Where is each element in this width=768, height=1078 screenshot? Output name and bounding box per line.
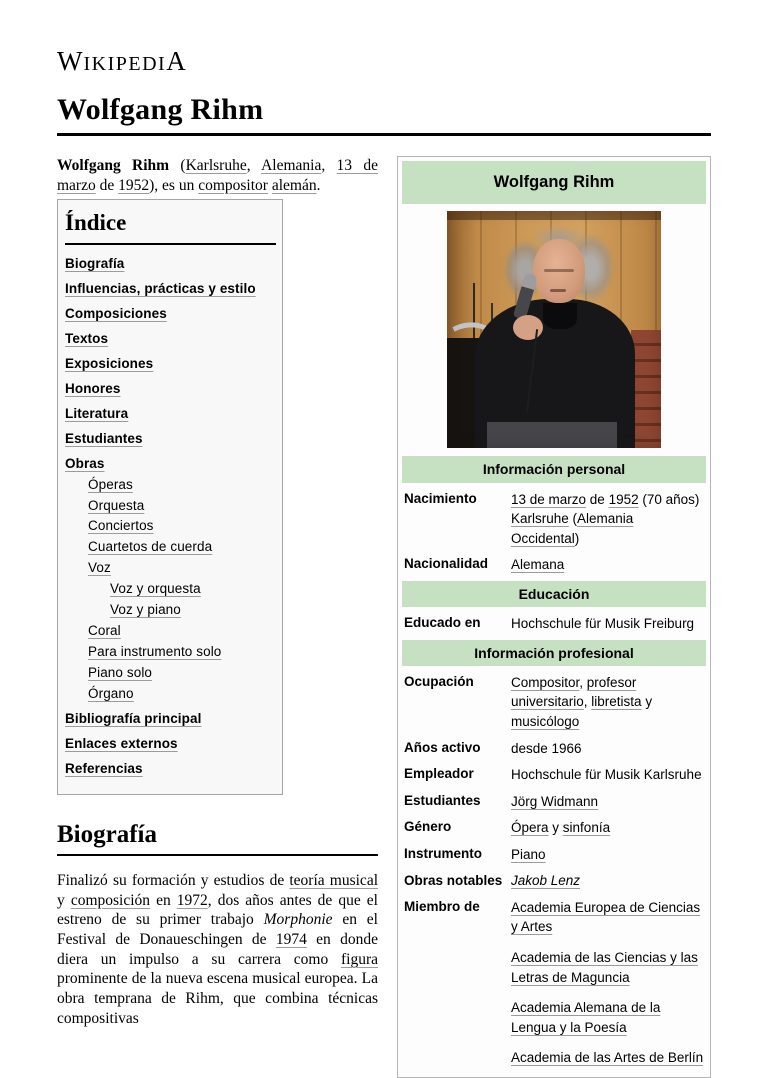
toc-item bbox=[65, 304, 276, 325]
infobox-row-label: Nacimiento bbox=[404, 490, 477, 506]
toc-item bbox=[65, 254, 276, 275]
text-run: ( bbox=[169, 157, 186, 174]
text-run: Hochschule für Musik Karlsruhe bbox=[511, 767, 702, 783]
link[interactable]: 13 de marzo bbox=[57, 157, 379, 194]
link[interactable]: sinfonía bbox=[562, 820, 611, 836]
wikipedia-wordmark bbox=[57, 48, 711, 75]
lead-paragraph bbox=[57, 156, 378, 195]
text-run: Hochschule für Musik Freiburg bbox=[511, 616, 695, 632]
toc-link[interactable]: Estudiantes bbox=[65, 430, 143, 446]
text-run: , dos años antes de que el estreno de su primer trabajo bbox=[57, 891, 378, 929]
text-run: de bbox=[586, 491, 609, 507]
text-run: ) bbox=[574, 530, 580, 546]
infobox-row-value bbox=[511, 490, 704, 549]
toc-item bbox=[65, 404, 276, 425]
toc-item bbox=[65, 600, 276, 621]
text-run: y bbox=[57, 891, 71, 909]
toc-link[interactable]: Voz y piano bbox=[110, 602, 181, 618]
link[interactable]: Alemania bbox=[261, 157, 322, 174]
infobox-row-value bbox=[511, 898, 704, 1070]
infobox-row bbox=[402, 486, 706, 552]
biography-paragraph bbox=[57, 871, 378, 1028]
infobox-row-label: Educado en bbox=[404, 615, 481, 631]
infobox-row bbox=[402, 867, 706, 894]
text-run: ( bbox=[568, 511, 578, 527]
infobox-photo-cell bbox=[402, 208, 706, 453]
text-run: , bbox=[321, 157, 337, 174]
link[interactable]: alemán bbox=[271, 176, 317, 194]
link[interactable]: Compositor bbox=[511, 674, 580, 690]
infobox-row bbox=[402, 841, 706, 868]
content-columns bbox=[57, 156, 711, 1078]
link[interactable]: compositor bbox=[198, 176, 268, 194]
membership-item bbox=[511, 898, 704, 937]
link[interactable]: 13 de marzo bbox=[511, 491, 587, 507]
infobox-row-value bbox=[511, 555, 704, 575]
toc-item bbox=[65, 579, 276, 600]
toc-item bbox=[65, 279, 276, 300]
link[interactable]: Academia de las Artes de Berlín bbox=[511, 1050, 704, 1066]
text-run: y bbox=[548, 820, 563, 836]
text-run: , bbox=[583, 694, 592, 710]
page-title: Wolfgang Rihm bbox=[57, 93, 711, 136]
infobox-row-value bbox=[511, 673, 704, 732]
link[interactable]: 1952 bbox=[608, 491, 639, 507]
wordmark-first-letter: W bbox=[57, 46, 84, 76]
toc-link[interactable]: Obras bbox=[65, 455, 105, 471]
infobox-section-header: Información profesional bbox=[402, 640, 706, 666]
infobox-row bbox=[402, 551, 706, 578]
infobox-section-header: Información personal bbox=[402, 456, 706, 482]
section-heading-biografia: Biografía bbox=[57, 821, 378, 857]
infobox-row-value bbox=[511, 845, 704, 865]
link[interactable]: 1972 bbox=[176, 891, 208, 909]
toc-link[interactable]: Exposiciones bbox=[65, 356, 154, 372]
link[interactable]: teoría musical bbox=[289, 872, 379, 890]
infobox-row-value bbox=[511, 818, 704, 838]
toc-item bbox=[65, 709, 276, 730]
infobox-row-label: Nacionalidad bbox=[404, 556, 489, 572]
link[interactable]: figura bbox=[340, 950, 378, 968]
link[interactable]: Academia de las Ciencias y las Letras de Maguncia bbox=[511, 950, 698, 985]
infobox-row bbox=[402, 814, 706, 841]
toc-item bbox=[65, 516, 276, 537]
toc-item bbox=[65, 454, 276, 475]
infobox-row-label: Estudiantes bbox=[404, 792, 481, 808]
toc-item bbox=[65, 734, 276, 755]
link[interactable]: musicólogo bbox=[511, 713, 580, 729]
text-run: Morphonie bbox=[263, 911, 333, 929]
text-run: prominente de la nueva escena musical europea. La obra temprana de Rihm, que combina técnicas compositivas bbox=[57, 970, 378, 1027]
infobox-row bbox=[402, 735, 706, 762]
wordmark-last-letter: A bbox=[166, 46, 187, 76]
infobox-row-label: Empleador bbox=[404, 766, 474, 782]
toc-link[interactable]: Referencias bbox=[65, 760, 143, 776]
text-run: desde 1966 bbox=[511, 740, 582, 756]
link[interactable]: Alemana bbox=[511, 557, 565, 573]
toc-title: Índice bbox=[65, 210, 276, 245]
toc-item bbox=[65, 379, 276, 400]
infobox-row bbox=[402, 669, 706, 735]
toc-link[interactable]: Voz bbox=[88, 560, 111, 576]
toc-item bbox=[65, 329, 276, 350]
link[interactable]: Piano bbox=[511, 846, 546, 862]
text-run: , bbox=[246, 157, 262, 174]
link[interactable]: Alemania Occidental bbox=[511, 511, 634, 546]
link[interactable]: Academia Europea de Ciencias y Artes bbox=[511, 899, 701, 935]
text-run: ), es un bbox=[149, 176, 199, 194]
toc-item bbox=[65, 354, 276, 375]
text-run: de bbox=[95, 176, 119, 194]
toc-link[interactable]: Conciertos bbox=[88, 518, 154, 534]
toc-link[interactable]: Cuartetos de cuerda bbox=[88, 539, 213, 555]
link[interactable]: Jakob Lenz bbox=[511, 873, 581, 889]
link[interactable]: Karlsruhe bbox=[511, 511, 569, 527]
toc-link[interactable]: Enlaces externos bbox=[65, 735, 178, 751]
toc-item bbox=[65, 642, 276, 663]
toc-link[interactable]: Biografía bbox=[65, 256, 125, 272]
toc-item bbox=[65, 663, 276, 684]
text-run: (70 años) bbox=[638, 491, 700, 507]
infobox-row-label: Instrumento bbox=[404, 845, 483, 861]
toc-link[interactable]: Bibliografía principal bbox=[65, 710, 202, 726]
link[interactable]: composición bbox=[70, 891, 151, 909]
photo-vignette bbox=[447, 211, 661, 448]
toc-item bbox=[65, 475, 276, 496]
infobox-row-value bbox=[511, 871, 704, 891]
membership-item bbox=[511, 1048, 704, 1068]
membership-item bbox=[511, 998, 704, 1037]
toc-item bbox=[65, 496, 276, 517]
toc-link[interactable]: Óperas bbox=[88, 476, 133, 492]
infobox-column bbox=[397, 156, 711, 1078]
toc-link[interactable]: Órgano bbox=[88, 685, 134, 701]
toc-list bbox=[65, 254, 276, 779]
infobox-row bbox=[402, 894, 706, 1073]
link[interactable]: libretista bbox=[591, 694, 642, 710]
link[interactable]: Karlsruhe bbox=[185, 157, 247, 174]
link[interactable]: Ópera bbox=[511, 820, 549, 836]
text-run: en donde diera un impulso a su carrera como bbox=[57, 931, 378, 968]
infobox-row-value bbox=[511, 739, 704, 759]
link[interactable]: Academia Alemana de la Lengua y la Poesía bbox=[511, 1000, 661, 1035]
membership-item bbox=[511, 948, 704, 987]
infobox-row-value bbox=[511, 792, 704, 812]
infobox-row-value bbox=[511, 765, 704, 785]
text-run: Finalizó su formación y estudios de bbox=[57, 872, 290, 890]
link[interactable]: 1974 bbox=[275, 931, 307, 949]
text-run: , bbox=[579, 674, 587, 690]
infobox bbox=[397, 156, 711, 1078]
toc-link[interactable]: Composiciones bbox=[65, 306, 167, 322]
toc-link[interactable]: Para instrumento solo bbox=[88, 644, 222, 660]
text-run: en el Festival de Donaueschingen de bbox=[57, 911, 378, 949]
toc-link[interactable]: Coral bbox=[88, 623, 121, 639]
infobox-row bbox=[402, 761, 706, 788]
text-run: y bbox=[641, 694, 653, 710]
article-body-column bbox=[57, 156, 378, 1028]
infobox-row-label: Ocupación bbox=[404, 673, 474, 689]
infobox-title: Wolfgang Rihm bbox=[402, 161, 706, 204]
toc-link[interactable]: Textos bbox=[65, 331, 109, 347]
toc-item bbox=[65, 759, 276, 780]
toc-item bbox=[65, 621, 276, 642]
toc-item bbox=[65, 537, 276, 558]
portrait-photo bbox=[447, 211, 661, 448]
toc-link[interactable]: Honores bbox=[65, 380, 121, 396]
text-run: . bbox=[316, 176, 321, 194]
infobox-row-label: Años activo bbox=[404, 739, 481, 755]
toc-link[interactable]: Voz y orquesta bbox=[110, 581, 201, 597]
infobox-row-label: Miembro de bbox=[404, 898, 480, 914]
toc-item bbox=[65, 429, 276, 450]
toc-link[interactable]: Literatura bbox=[65, 405, 129, 421]
text-run: en bbox=[150, 891, 177, 909]
infobox-section-header: Educación bbox=[402, 581, 706, 607]
infobox-row-value bbox=[511, 614, 704, 634]
infobox-row-label: Género bbox=[404, 819, 452, 835]
link[interactable]: 1952 bbox=[118, 176, 150, 194]
link[interactable]: profesor universitario bbox=[511, 674, 637, 710]
infobox-row bbox=[402, 610, 706, 637]
toc-link[interactable]: Influencias, prácticas y estilo bbox=[65, 281, 256, 297]
toc-link[interactable]: Piano solo bbox=[88, 664, 153, 680]
infobox-rows bbox=[402, 456, 706, 1072]
toc-item bbox=[65, 558, 276, 579]
link[interactable]: Jörg Widmann bbox=[511, 793, 599, 809]
toc-item bbox=[65, 684, 276, 705]
toc-link[interactable]: Orquesta bbox=[88, 497, 145, 513]
table-of-contents bbox=[57, 199, 283, 794]
wordmark-middle-letters: IKIPEDI bbox=[83, 53, 167, 75]
infobox-row bbox=[402, 788, 706, 815]
text-run: Wolfgang Rihm bbox=[57, 157, 170, 174]
infobox-row-label: Obras notables bbox=[404, 872, 503, 888]
